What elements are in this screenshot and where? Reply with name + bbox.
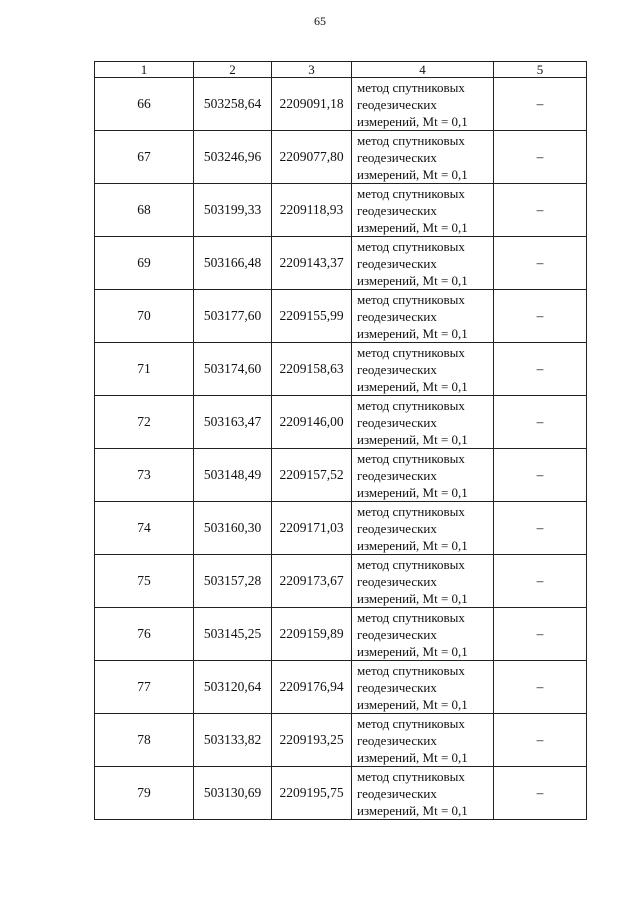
method-line: геодезических [357, 732, 437, 748]
method-line: метод спутниковых [357, 238, 465, 254]
method-line: измерений, Mt = 0,1 [357, 537, 468, 553]
coordinate-y-cell: 2209195,75 [272, 767, 352, 820]
method-line: метод спутниковых [357, 397, 465, 413]
table-header-row [95, 62, 587, 78]
table-row [95, 449, 587, 502]
coordinate-y-cell: 2209158,63 [272, 343, 352, 396]
notes-cell: – [494, 78, 587, 131]
method-line: геодезических [357, 626, 437, 642]
point-number-cell: 75 [95, 555, 194, 608]
method-line: метод спутниковых [357, 291, 465, 307]
coordinate-x-cell: 503199,33 [194, 184, 272, 237]
method-cell [352, 237, 494, 290]
method-line: измерений, Mt = 0,1 [357, 219, 468, 235]
column-header-2: 2 [194, 62, 272, 78]
coordinate-x-cell: 503130,69 [194, 767, 272, 820]
method-line: геодезических [357, 679, 437, 695]
method-line: метод спутниковых [357, 609, 465, 625]
table-row [95, 661, 587, 714]
method-cell [352, 290, 494, 343]
coordinate-y-cell: 2209091,18 [272, 78, 352, 131]
point-number-cell: 70 [95, 290, 194, 343]
method-line: метод спутниковых [357, 503, 465, 519]
table-row [95, 714, 587, 767]
method-line: измерений, Mt = 0,1 [357, 113, 468, 129]
method-line: метод спутниковых [357, 556, 465, 572]
method-line: измерений, Mt = 0,1 [357, 590, 468, 606]
method-line: метод спутниковых [357, 715, 465, 731]
method-cell [352, 78, 494, 131]
notes-cell: – [494, 767, 587, 820]
coordinate-x-cell: 503133,82 [194, 714, 272, 767]
coordinate-x-cell: 503120,64 [194, 661, 272, 714]
method-line: метод спутниковых [357, 450, 465, 466]
method-cell [352, 661, 494, 714]
notes-cell: – [494, 237, 587, 290]
method-line: геодезических [357, 520, 437, 536]
point-number-cell: 77 [95, 661, 194, 714]
coordinate-x-cell: 503163,47 [194, 396, 272, 449]
method-line: метод спутниковых [357, 185, 465, 201]
method-line: измерений, Mt = 0,1 [357, 272, 468, 288]
point-number-cell: 72 [95, 396, 194, 449]
table-row [95, 184, 587, 237]
coordinate-x-cell: 503166,48 [194, 237, 272, 290]
table-row [95, 290, 587, 343]
coordinate-y-cell: 2209193,25 [272, 714, 352, 767]
method-cell [352, 767, 494, 820]
method-line: измерений, Mt = 0,1 [357, 802, 468, 818]
table-row [95, 131, 587, 184]
method-line: геодезических [357, 96, 437, 112]
coordinate-y-cell: 2209155,99 [272, 290, 352, 343]
method-line: метод спутниковых [357, 132, 465, 148]
table-body [95, 78, 587, 820]
method-line: геодезических [357, 361, 437, 377]
method-line: измерений, Mt = 0,1 [357, 643, 468, 659]
coordinate-y-cell: 2209143,37 [272, 237, 352, 290]
table-row [95, 343, 587, 396]
method-cell [352, 608, 494, 661]
method-cell [352, 502, 494, 555]
notes-cell: – [494, 184, 587, 237]
notes-cell: – [494, 449, 587, 502]
method-cell [352, 449, 494, 502]
page-number: 65 [314, 14, 326, 28]
method-line: геодезических [357, 308, 437, 324]
coordinate-x-cell: 503258,64 [194, 78, 272, 131]
table-row [95, 396, 587, 449]
coordinate-y-cell: 2209171,03 [272, 502, 352, 555]
coordinate-y-cell: 2209146,00 [272, 396, 352, 449]
point-number-cell: 71 [95, 343, 194, 396]
method-line: измерений, Mt = 0,1 [357, 431, 468, 447]
method-cell [352, 396, 494, 449]
method-cell [352, 131, 494, 184]
coordinate-x-cell: 503157,28 [194, 555, 272, 608]
notes-cell: – [494, 290, 587, 343]
column-header-5: 5 [494, 62, 587, 78]
table-row [95, 78, 587, 131]
method-line: измерений, Mt = 0,1 [357, 696, 468, 712]
coordinate-x-cell: 503246,96 [194, 131, 272, 184]
point-number-cell: 66 [95, 78, 194, 131]
coordinate-x-cell: 503174,60 [194, 343, 272, 396]
notes-cell: – [494, 661, 587, 714]
method-line: метод спутниковых [357, 662, 465, 678]
notes-cell: – [494, 343, 587, 396]
point-number-cell: 76 [95, 608, 194, 661]
method-line: метод спутниковых [357, 344, 465, 360]
method-line: измерений, Mt = 0,1 [357, 749, 468, 765]
method-line: измерений, Mt = 0,1 [357, 166, 468, 182]
method-line: метод спутниковых [357, 768, 465, 784]
notes-cell: – [494, 608, 587, 661]
point-number-cell: 69 [95, 237, 194, 290]
table-row [95, 767, 587, 820]
notes-cell: – [494, 714, 587, 767]
point-number-cell: 73 [95, 449, 194, 502]
point-number-cell: 78 [95, 714, 194, 767]
method-line: измерений, Mt = 0,1 [357, 378, 468, 394]
method-line: геодезических [357, 414, 437, 430]
coordinate-y-cell: 2209118,93 [272, 184, 352, 237]
method-line: геодезических [357, 202, 437, 218]
coordinate-x-cell: 503145,25 [194, 608, 272, 661]
coordinate-x-cell: 503148,49 [194, 449, 272, 502]
method-line: геодезических [357, 255, 437, 271]
coordinate-y-cell: 2209176,94 [272, 661, 352, 714]
notes-cell: – [494, 502, 587, 555]
method-line: геодезических [357, 785, 437, 801]
method-cell [352, 555, 494, 608]
table-row [95, 237, 587, 290]
method-cell [352, 714, 494, 767]
column-header-3: 3 [272, 62, 352, 78]
table-row [95, 502, 587, 555]
method-cell [352, 184, 494, 237]
table-row [95, 608, 587, 661]
coordinate-x-cell: 503160,30 [194, 502, 272, 555]
method-line: метод спутниковых [357, 79, 465, 95]
point-number-cell: 74 [95, 502, 194, 555]
notes-cell: – [494, 131, 587, 184]
coordinate-y-cell: 2209077,80 [272, 131, 352, 184]
point-number-cell: 79 [95, 767, 194, 820]
table-row [95, 555, 587, 608]
coordinate-y-cell: 2209159,89 [272, 608, 352, 661]
notes-cell: – [494, 396, 587, 449]
notes-cell: – [494, 555, 587, 608]
coordinates-table [94, 61, 587, 820]
method-line: геодезических [357, 467, 437, 483]
method-line: геодезических [357, 149, 437, 165]
point-number-cell: 67 [95, 131, 194, 184]
column-header-1: 1 [95, 62, 194, 78]
method-line: измерений, Mt = 0,1 [357, 484, 468, 500]
coordinate-y-cell: 2209157,52 [272, 449, 352, 502]
point-number-cell: 68 [95, 184, 194, 237]
coordinate-x-cell: 503177,60 [194, 290, 272, 343]
method-line: геодезических [357, 573, 437, 589]
method-line: измерений, Mt = 0,1 [357, 325, 468, 341]
coordinate-y-cell: 2209173,67 [272, 555, 352, 608]
method-cell [352, 343, 494, 396]
column-header-4: 4 [352, 62, 494, 78]
